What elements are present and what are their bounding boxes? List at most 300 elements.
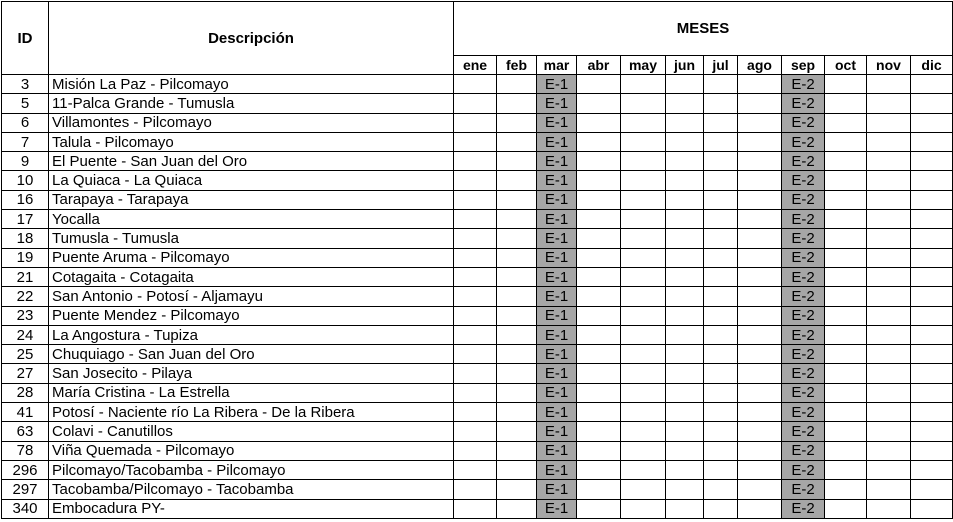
table-row xyxy=(2,210,953,229)
month-cell-abr xyxy=(577,190,621,209)
month-cell-ago xyxy=(738,306,782,325)
month-cell-jul xyxy=(704,306,738,325)
campaign-cell-mar: E-1 xyxy=(537,364,577,383)
month-cell-may xyxy=(621,210,666,229)
row-id: 78 xyxy=(2,441,49,460)
month-cell-jul xyxy=(704,267,738,286)
month-cell-abr xyxy=(577,287,621,306)
month-cell-ago xyxy=(738,403,782,422)
row-description: Cotagaita - Cotagaita xyxy=(49,267,454,286)
month-cell-abr xyxy=(577,441,621,460)
month-cell-ago xyxy=(738,210,782,229)
month-cell-jun xyxy=(666,383,704,402)
month-cell-feb xyxy=(497,94,537,113)
month-cell-ene xyxy=(454,422,497,441)
row-id: 6 xyxy=(2,113,49,132)
table-row xyxy=(2,190,953,209)
month-cell-ago xyxy=(738,75,782,94)
table-row xyxy=(2,306,953,325)
month-cell-may xyxy=(621,190,666,209)
month-cell-oct xyxy=(825,441,867,460)
table-row xyxy=(2,460,953,479)
month-cell-ago xyxy=(738,132,782,151)
month-cell-ago xyxy=(738,441,782,460)
month-cell-feb xyxy=(497,460,537,479)
month-cell-feb xyxy=(497,306,537,325)
month-cell-jun xyxy=(666,287,704,306)
campaign-cell-mar: E-1 xyxy=(537,132,577,151)
month-cell-dic xyxy=(911,383,953,402)
month-cell-oct xyxy=(825,364,867,383)
row-id: 18 xyxy=(2,229,49,248)
row-id: 10 xyxy=(2,171,49,190)
campaign-cell-sep: E-2 xyxy=(782,171,825,190)
month-cell-jul xyxy=(704,75,738,94)
table-row xyxy=(2,94,953,113)
row-id: 3 xyxy=(2,75,49,94)
month-cell-oct xyxy=(825,267,867,286)
row-id: 296 xyxy=(2,460,49,479)
campaign-cell-sep: E-2 xyxy=(782,345,825,364)
month-cell-nov xyxy=(867,441,911,460)
month-cell-nov xyxy=(867,171,911,190)
month-cell-may xyxy=(621,248,666,267)
month-cell-jun xyxy=(666,364,704,383)
month-cell-feb xyxy=(497,113,537,132)
campaign-cell-sep: E-2 xyxy=(782,364,825,383)
month-cell-may xyxy=(621,441,666,460)
month-cell-ene xyxy=(454,403,497,422)
campaign-cell-sep: E-2 xyxy=(782,267,825,286)
month-cell-ago xyxy=(738,383,782,402)
month-cell-feb xyxy=(497,210,537,229)
row-id: 22 xyxy=(2,287,49,306)
campaign-cell-sep: E-2 xyxy=(782,210,825,229)
month-cell-jun xyxy=(666,325,704,344)
month-cell-oct xyxy=(825,190,867,209)
month-cell-ene xyxy=(454,94,497,113)
month-cell-may xyxy=(621,345,666,364)
month-cell-nov xyxy=(867,248,911,267)
month-cell-ene xyxy=(454,152,497,171)
campaign-cell-sep: E-2 xyxy=(782,383,825,402)
month-cell-may xyxy=(621,113,666,132)
month-cell-nov xyxy=(867,403,911,422)
month-cell-may xyxy=(621,480,666,499)
month-cell-oct xyxy=(825,325,867,344)
month-cell-oct xyxy=(825,306,867,325)
month-cell-nov xyxy=(867,190,911,209)
campaign-cell-sep: E-2 xyxy=(782,403,825,422)
row-id: 24 xyxy=(2,325,49,344)
month-cell-abr xyxy=(577,94,621,113)
month-cell-abr xyxy=(577,480,621,499)
month-cell-oct xyxy=(825,171,867,190)
month-cell-ene xyxy=(454,460,497,479)
month-cell-nov xyxy=(867,210,911,229)
month-cell-oct xyxy=(825,75,867,94)
month-cell-nov xyxy=(867,364,911,383)
month-cell-jun xyxy=(666,113,704,132)
month-header-abr: abr xyxy=(577,56,621,75)
row-description: La Quiaca - La Quiaca xyxy=(49,171,454,190)
campaign-cell-sep: E-2 xyxy=(782,113,825,132)
campaign-cell-sep: E-2 xyxy=(782,325,825,344)
month-cell-oct xyxy=(825,460,867,479)
row-id: 63 xyxy=(2,422,49,441)
campaign-cell-mar: E-1 xyxy=(537,171,577,190)
row-id: 17 xyxy=(2,210,49,229)
table-row xyxy=(2,345,953,364)
month-cell-dic xyxy=(911,94,953,113)
month-cell-may xyxy=(621,229,666,248)
month-cell-nov xyxy=(867,422,911,441)
campaign-cell-mar: E-1 xyxy=(537,210,577,229)
row-description: Puente Aruma - Pilcomayo xyxy=(49,248,454,267)
month-cell-dic xyxy=(911,306,953,325)
month-cell-feb xyxy=(497,152,537,171)
campaign-cell-sep: E-2 xyxy=(782,229,825,248)
month-cell-jun xyxy=(666,267,704,286)
month-cell-ago xyxy=(738,152,782,171)
month-cell-jul xyxy=(704,132,738,151)
month-cell-jun xyxy=(666,132,704,151)
month-cell-jul xyxy=(704,345,738,364)
month-cell-abr xyxy=(577,229,621,248)
month-cell-jun xyxy=(666,499,704,518)
table-row xyxy=(2,441,953,460)
row-id: 19 xyxy=(2,248,49,267)
months-group-header: MESES xyxy=(454,2,953,56)
campaign-cell-mar: E-1 xyxy=(537,480,577,499)
campaign-cell-mar: E-1 xyxy=(537,306,577,325)
month-cell-abr xyxy=(577,499,621,518)
month-cell-jun xyxy=(666,480,704,499)
month-cell-oct xyxy=(825,94,867,113)
month-cell-ene xyxy=(454,480,497,499)
row-id: 25 xyxy=(2,345,49,364)
sampling-schedule-table xyxy=(1,1,953,519)
month-cell-may xyxy=(621,364,666,383)
row-description: Misión La Paz - Pilcomayo xyxy=(49,75,454,94)
row-description: Chuquiago - San Juan del Oro xyxy=(49,345,454,364)
row-description: 11-Palca Grande - Tumusla xyxy=(49,94,454,113)
month-cell-feb xyxy=(497,499,537,518)
month-cell-nov xyxy=(867,75,911,94)
month-cell-abr xyxy=(577,75,621,94)
row-id: 28 xyxy=(2,383,49,402)
month-cell-ago xyxy=(738,364,782,383)
table-row xyxy=(2,267,953,286)
campaign-cell-mar: E-1 xyxy=(537,229,577,248)
month-cell-oct xyxy=(825,210,867,229)
month-header-jun: jun xyxy=(666,56,704,75)
month-cell-abr xyxy=(577,152,621,171)
month-cell-oct xyxy=(825,403,867,422)
month-cell-abr xyxy=(577,422,621,441)
campaign-cell-mar: E-1 xyxy=(537,460,577,479)
month-cell-ago xyxy=(738,287,782,306)
month-cell-dic xyxy=(911,132,953,151)
month-cell-abr xyxy=(577,345,621,364)
month-cell-jun xyxy=(666,229,704,248)
month-cell-may xyxy=(621,75,666,94)
month-cell-dic xyxy=(911,190,953,209)
month-cell-oct xyxy=(825,287,867,306)
month-cell-dic xyxy=(911,345,953,364)
month-cell-feb xyxy=(497,75,537,94)
campaign-cell-mar: E-1 xyxy=(537,248,577,267)
month-cell-jul xyxy=(704,113,738,132)
campaign-cell-mar: E-1 xyxy=(537,499,577,518)
row-description: Puente Mendez - Pilcomayo xyxy=(49,306,454,325)
month-cell-ago xyxy=(738,248,782,267)
month-header-sep: sep xyxy=(782,56,825,75)
row-id: 7 xyxy=(2,132,49,151)
month-cell-jun xyxy=(666,422,704,441)
month-cell-jun xyxy=(666,171,704,190)
table-row xyxy=(2,171,953,190)
month-cell-may xyxy=(621,499,666,518)
month-cell-may xyxy=(621,287,666,306)
month-cell-jun xyxy=(666,441,704,460)
month-cell-jun xyxy=(666,94,704,113)
month-cell-abr xyxy=(577,171,621,190)
month-header-ago: ago xyxy=(738,56,782,75)
month-cell-nov xyxy=(867,152,911,171)
month-cell-abr xyxy=(577,306,621,325)
month-cell-nov xyxy=(867,325,911,344)
month-cell-may xyxy=(621,422,666,441)
campaign-cell-mar: E-1 xyxy=(537,75,577,94)
id-column-header: ID xyxy=(2,2,49,75)
month-cell-nov xyxy=(867,113,911,132)
month-cell-ene xyxy=(454,364,497,383)
month-cell-abr xyxy=(577,113,621,132)
row-description: Potosí - Naciente río La Ribera - De la Ribera xyxy=(49,403,454,422)
campaign-cell-sep: E-2 xyxy=(782,152,825,171)
row-description: Tumusla - Tumusla xyxy=(49,229,454,248)
table-row xyxy=(2,287,953,306)
month-cell-may xyxy=(621,171,666,190)
month-cell-abr xyxy=(577,132,621,151)
month-cell-abr xyxy=(577,210,621,229)
month-cell-may xyxy=(621,403,666,422)
month-header-feb: feb xyxy=(497,56,537,75)
month-cell-jul xyxy=(704,403,738,422)
month-cell-dic xyxy=(911,460,953,479)
campaign-cell-mar: E-1 xyxy=(537,441,577,460)
month-cell-may xyxy=(621,267,666,286)
campaign-cell-sep: E-2 xyxy=(782,248,825,267)
month-cell-ago xyxy=(738,113,782,132)
row-id: 340 xyxy=(2,499,49,518)
month-cell-jul xyxy=(704,210,738,229)
month-cell-ene xyxy=(454,287,497,306)
table-row xyxy=(2,152,953,171)
row-description: Viña Quemada - Pilcomayo xyxy=(49,441,454,460)
month-cell-ago xyxy=(738,460,782,479)
row-description: Talula - Pilcomayo xyxy=(49,132,454,151)
row-description: María Cristina - La Estrella xyxy=(49,383,454,402)
campaign-cell-sep: E-2 xyxy=(782,480,825,499)
table-row xyxy=(2,325,953,344)
month-cell-jul xyxy=(704,94,738,113)
campaign-cell-sep: E-2 xyxy=(782,422,825,441)
month-cell-feb xyxy=(497,248,537,267)
month-cell-dic xyxy=(911,403,953,422)
campaign-cell-mar: E-1 xyxy=(537,94,577,113)
month-header-may: may xyxy=(621,56,666,75)
row-description: El Puente - San Juan del Oro xyxy=(49,152,454,171)
month-cell-feb xyxy=(497,441,537,460)
campaign-cell-sep: E-2 xyxy=(782,441,825,460)
row-description: Colavi - Canutillos xyxy=(49,422,454,441)
month-header-dic: dic xyxy=(911,56,953,75)
month-cell-feb xyxy=(497,229,537,248)
month-cell-dic xyxy=(911,75,953,94)
month-cell-ene xyxy=(454,325,497,344)
month-cell-ago xyxy=(738,480,782,499)
month-cell-ago xyxy=(738,94,782,113)
month-cell-ene xyxy=(454,171,497,190)
month-cell-jul xyxy=(704,190,738,209)
month-cell-feb xyxy=(497,287,537,306)
row-id: 41 xyxy=(2,403,49,422)
row-description: La Angostura - Tupiza xyxy=(49,325,454,344)
row-description: Villamontes - Pilcomayo xyxy=(49,113,454,132)
month-cell-may xyxy=(621,306,666,325)
campaign-cell-mar: E-1 xyxy=(537,345,577,364)
month-cell-oct xyxy=(825,422,867,441)
campaign-cell-sep: E-2 xyxy=(782,460,825,479)
month-cell-jul xyxy=(704,480,738,499)
table-row xyxy=(2,248,953,267)
month-cell-oct xyxy=(825,113,867,132)
month-cell-oct xyxy=(825,499,867,518)
month-cell-jul xyxy=(704,171,738,190)
campaign-cell-mar: E-1 xyxy=(537,267,577,286)
month-cell-ene xyxy=(454,132,497,151)
month-cell-jul xyxy=(704,287,738,306)
month-cell-jul xyxy=(704,364,738,383)
campaign-cell-mar: E-1 xyxy=(537,113,577,132)
month-cell-oct xyxy=(825,345,867,364)
month-cell-jun xyxy=(666,403,704,422)
month-header-oct: oct xyxy=(825,56,867,75)
row-description: Tacobamba/Pilcomayo - Tacobamba xyxy=(49,480,454,499)
month-cell-ene xyxy=(454,229,497,248)
campaign-cell-sep: E-2 xyxy=(782,499,825,518)
campaign-cell-mar: E-1 xyxy=(537,383,577,402)
campaign-cell-sep: E-2 xyxy=(782,306,825,325)
month-cell-nov xyxy=(867,267,911,286)
month-cell-may xyxy=(621,460,666,479)
month-cell-ene xyxy=(454,190,497,209)
month-cell-nov xyxy=(867,460,911,479)
month-cell-dic xyxy=(911,267,953,286)
campaign-cell-mar: E-1 xyxy=(537,422,577,441)
month-cell-ago xyxy=(738,345,782,364)
month-cell-dic xyxy=(911,364,953,383)
month-cell-nov xyxy=(867,132,911,151)
month-header-mar: mar xyxy=(537,56,577,75)
month-cell-dic xyxy=(911,441,953,460)
month-cell-dic xyxy=(911,325,953,344)
month-cell-dic xyxy=(911,229,953,248)
month-cell-nov xyxy=(867,229,911,248)
campaign-cell-mar: E-1 xyxy=(537,403,577,422)
month-cell-jul xyxy=(704,499,738,518)
row-id: 27 xyxy=(2,364,49,383)
month-cell-dic xyxy=(911,152,953,171)
month-cell-ene xyxy=(454,75,497,94)
month-cell-may xyxy=(621,94,666,113)
month-cell-feb xyxy=(497,345,537,364)
month-cell-feb xyxy=(497,267,537,286)
month-cell-nov xyxy=(867,345,911,364)
month-cell-nov xyxy=(867,306,911,325)
month-cell-ene xyxy=(454,113,497,132)
row-description: Pilcomayo/Tacobamba - Pilcomayo xyxy=(49,460,454,479)
month-cell-nov xyxy=(867,383,911,402)
campaign-cell-sep: E-2 xyxy=(782,132,825,151)
description-column-header: Descripción xyxy=(49,2,454,75)
month-cell-jun xyxy=(666,248,704,267)
campaign-cell-sep: E-2 xyxy=(782,190,825,209)
month-cell-may xyxy=(621,383,666,402)
month-cell-oct xyxy=(825,383,867,402)
month-cell-nov xyxy=(867,480,911,499)
month-cell-jun xyxy=(666,190,704,209)
row-id: 9 xyxy=(2,152,49,171)
month-cell-oct xyxy=(825,229,867,248)
month-cell-feb xyxy=(497,383,537,402)
month-cell-ago xyxy=(738,190,782,209)
table-body xyxy=(2,75,953,519)
month-cell-may xyxy=(621,152,666,171)
table-row xyxy=(2,229,953,248)
table-row xyxy=(2,403,953,422)
row-id: 23 xyxy=(2,306,49,325)
month-cell-jul xyxy=(704,422,738,441)
month-cell-abr xyxy=(577,248,621,267)
row-id: 21 xyxy=(2,267,49,286)
month-cell-jul xyxy=(704,460,738,479)
month-cell-jul xyxy=(704,152,738,171)
month-cell-feb xyxy=(497,422,537,441)
month-cell-ene xyxy=(454,306,497,325)
month-cell-ene xyxy=(454,383,497,402)
campaign-cell-sep: E-2 xyxy=(782,287,825,306)
month-header-jul: jul xyxy=(704,56,738,75)
month-cell-jul xyxy=(704,325,738,344)
month-cell-abr xyxy=(577,403,621,422)
month-cell-oct xyxy=(825,152,867,171)
month-cell-jul xyxy=(704,248,738,267)
month-cell-jul xyxy=(704,441,738,460)
month-cell-jun xyxy=(666,152,704,171)
month-cell-dic xyxy=(911,287,953,306)
month-cell-oct xyxy=(825,480,867,499)
month-cell-ene xyxy=(454,499,497,518)
month-cell-dic xyxy=(911,499,953,518)
month-cell-nov xyxy=(867,287,911,306)
month-cell-dic xyxy=(911,210,953,229)
month-cell-feb xyxy=(497,190,537,209)
row-id: 5 xyxy=(2,94,49,113)
row-description: Tarapaya - Tarapaya xyxy=(49,190,454,209)
